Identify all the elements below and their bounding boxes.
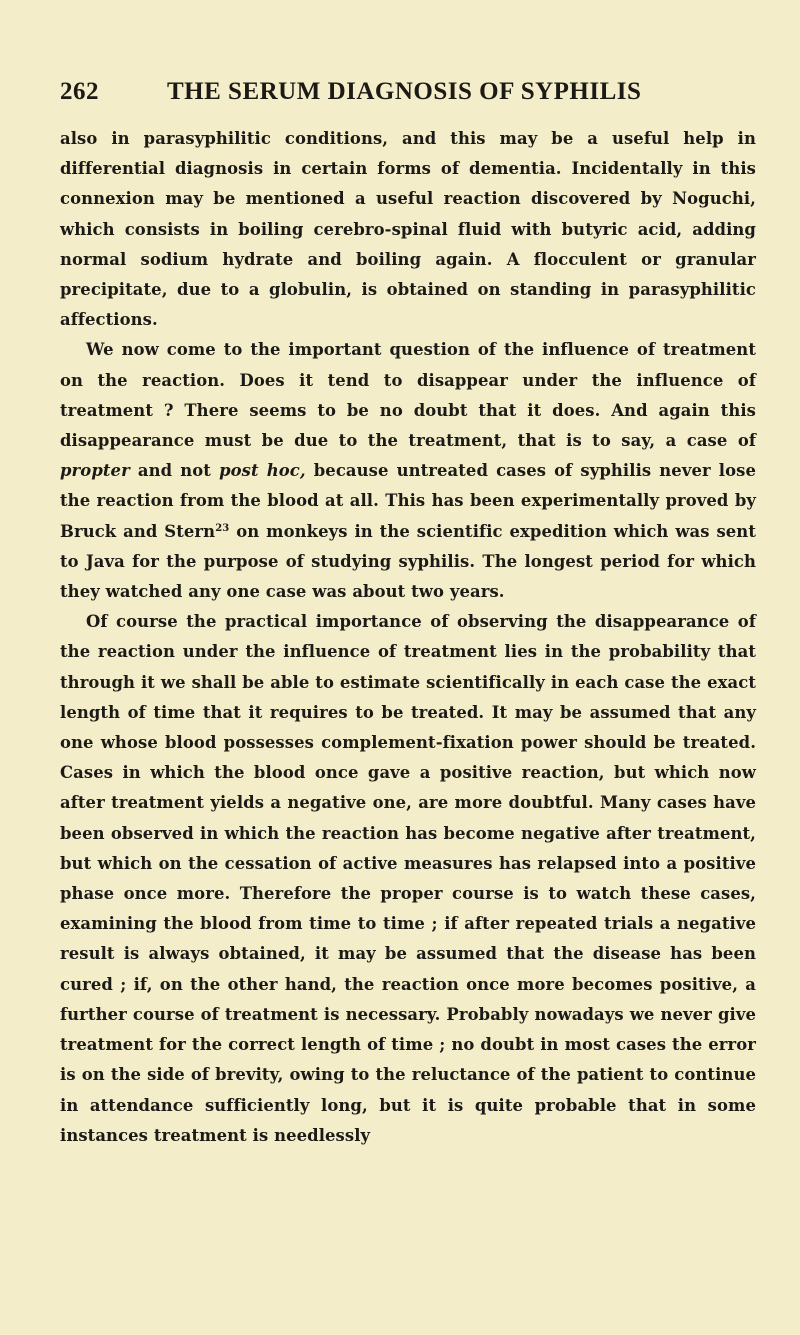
paragraph-2 — [60, 335, 756, 607]
paragraph-1: also in parasyphilitic conditions, and this may be a useful help in differential diagnosis in certain forms of dementia. Incidentally in this connexion may be mentioned a useful reaction discovered by Noguchi, which consists in boiling cerebro-spinal fluid with butyric acid, adding normal sodium hydrate and boiling again. A flocculent or granular precipitate, due to a globulin, is obtained on standing in parasyphilitic affections. — [60, 129, 756, 330]
paragraph-2-part-3: because untreated cases of syphilis never lose the reaction from the blood at all. This has been experimentally proved by Bruck and Stern — [60, 461, 757, 541]
footnote-reference: 23 — [215, 522, 230, 534]
page-header — [60, 78, 756, 122]
paragraph-2-part-2: and not — [129, 461, 220, 481]
body-text — [60, 124, 756, 1151]
paragraph-2-part-1: We now come to the important question of the influence of treatment on the reaction. Does it tend to disappear under the influence of treatment ? There seems to be no doubt that it does. And again this disappearance must be due to the treatment, that is to say, a case of — [60, 340, 756, 451]
paragraph-2-part-4: on monkeys in the scientific expedition which was sent to Java for the purpose of studying syphilis. The longest period for which they watched any one case was about two years. — [60, 521, 756, 602]
page-number: 262 — [60, 78, 99, 105]
italic-post-hoc: post hoc, — [219, 461, 306, 481]
book-page — [60, 78, 756, 1151]
paragraph-3: Of course the practical importance of observing the disappearance of the reaction under the influence of treatment lies in the probability that through it we shall be able to estimate scientifically in each case the exact length of time that it requires to be treated. It may be assumed that any one whose blood possesses complement-fixation power should be treated. Cases in which the blood once gave a positive reaction, but which now after treatment yields a negative one, are more doubtful. Many cases have been observed in which the reaction has become negative after treatment, but which on the cessation of active measures has relapsed into a positive phase once more. Therefore the proper course is to watch these cases, examining the blood from time to time ; if after repeated trials a negative result is always obtained, it may be assumed that the disease has been cured ; if, on the other hand, the reaction once more becomes positive, a further course of treatment is necessary. Probably nowadays we never give treatment for the correct length of time ; no doubt in most cases the error is on the side of brevity, owing to the reluctance of the patient to continue in attendance sufficiently long, but it is quite probable that in some instances treatment is needlessly — [60, 612, 756, 1145]
italic-propter: propter — [60, 461, 130, 481]
running-title: THE SERUM DIAGNOSIS OF SYPHILIS — [167, 78, 642, 105]
